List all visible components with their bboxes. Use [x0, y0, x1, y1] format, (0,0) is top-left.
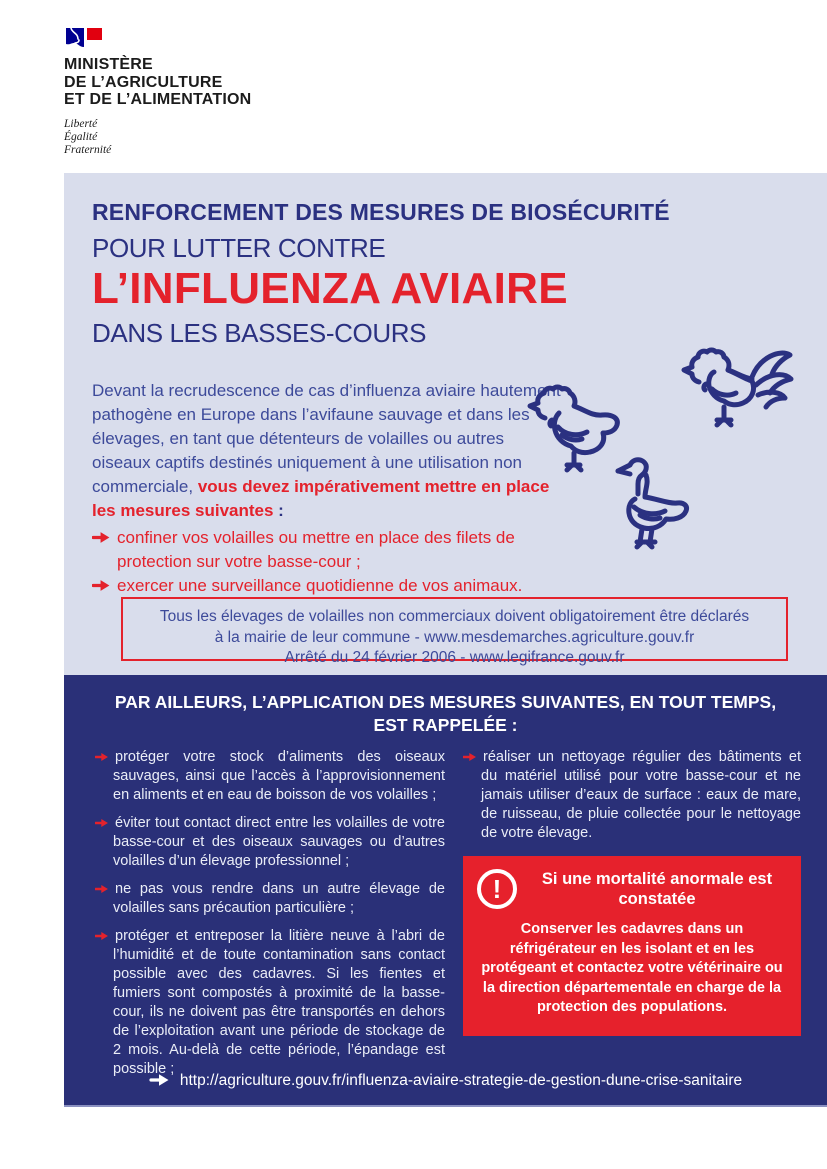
ministry-line: ET DE L’ALIMENTATION — [64, 91, 252, 108]
arrow-right-icon — [95, 818, 109, 828]
declaration-notice — [121, 597, 788, 666]
measures-columns — [95, 748, 801, 1088]
mortality-alert-box — [463, 856, 801, 1036]
french-flag-marianne-icon — [64, 26, 104, 50]
hero-bullet: exercer une surveillance quotidienne de vos animaux. — [92, 574, 566, 598]
intro-emphasis: vous devez impérativement mettre en place les mesures suivantes — [92, 477, 550, 520]
ministry-name — [64, 56, 251, 109]
ministry-line: MINISTÈRE — [64, 56, 153, 73]
alert-body: Conserver les cadavres dans un réfrigérateur en les isolant et en les protégeant et contactez votre vétérinaire ou la direction départementale en charge de la protection des populations. — [481, 921, 783, 1015]
notice-line: Tous les élevages de volailles non commerciaux doivent obligatoirement être déclarés — [159, 608, 750, 625]
goose-icon — [618, 460, 687, 547]
arrow-right-icon — [149, 1073, 171, 1087]
mesdemarches-link[interactable]: www.mesdemarches.agriculture.gouv.fr — [424, 628, 695, 646]
notice-line: à la mairie de leur commune - www.mesdemarches.agriculture.gouv.fr — [214, 628, 695, 646]
measures-column-right — [463, 748, 801, 1088]
title-line-2: POUR LUTTER CONTRE — [92, 233, 386, 263]
footer-link-row — [64, 1072, 827, 1090]
arrow-right-icon — [95, 884, 109, 894]
page-title — [92, 199, 670, 348]
ministry-logo-block — [64, 26, 251, 157]
hen-icon — [530, 387, 617, 470]
measure-bullet: réaliser un nettoyage régulier des bâtiments et du matériel utilisé pour votre basse-cour et ne jamais utiliser d’eaux de surface : eaux de mare, de ruisseau, de pluie collectée pour le nettoyage de votre élevage. — [463, 748, 801, 843]
arrow-right-icon — [95, 931, 109, 941]
arrow-right-icon — [95, 752, 109, 762]
hero-panel — [64, 173, 827, 675]
arrow-right-icon — [463, 752, 477, 762]
measure-bullet: éviter tout contact direct entre les volailles de votre basse-cour et des oiseaux sauvages ou d’autres volailles d’un élevage professionnel ; — [95, 814, 445, 871]
measure-bullet: ne pas vous rendre dans un autre élevage de volailles sans précaution particulière ; — [95, 880, 445, 918]
info-url-link[interactable]: http://agriculture.gouv.fr/influenza-aviaire-strategie-de-gestion-dune-crise-sanitaire — [179, 1072, 743, 1089]
arrow-right-icon — [92, 579, 111, 592]
poultry-illustration — [504, 341, 824, 596]
notice-line: Arrêté du 24 février 2006 - www.legifrance.gouv.fr — [284, 649, 625, 666]
rooster-icon — [684, 350, 791, 425]
republic-motto: Liberté Égalité Fraternité — [64, 117, 112, 156]
measures-heading: PAR AILLEURS, L’APPLICATION DES MESURES SUIVANTES, EN TOUT TEMPS, EST RAPPELÉE : — [114, 692, 777, 735]
hero-bullet: confiner vos volailles ou mettre en place des filets de protection sur votre basse-cour ; — [92, 526, 566, 574]
arrow-right-icon — [92, 531, 111, 544]
title-line-4: DANS LES BASSES-COURS — [92, 318, 427, 348]
intro-text: Devant la recrudescence de cas d’influenza aviaire hautement pathogène en Europe dans l’avifaune sauvage et dans les élevages, en tant que détenteurs de volailles ou autres oiseaux captifs destinés uniquement à une utilisation non commerciale, — [92, 381, 561, 496]
measure-bullet: protéger et entreposer la litière neuve à l’abri de l’humidité et de toute contamination sans contact possible avec des cadavres. Si les fientes et fumiers sont compostés à proximité de la basse-cour, ils ne doivent pas être transportés en dehors de l’exploitation avant une période de stockage de 2 mois. Au-delà de cette période, l’épandage est possible ; — [95, 927, 445, 1079]
title-line-1: RENFORCEMENT DES MESURES DE BIOSÉCURITÉ — [92, 199, 670, 225]
intro-paragraph: Devant la recrudescence de cas d’influenza aviaire hautement pathogène en Europe dans l’avifaune sauvage et dans les élevages, en tant que détenteurs de volailles ou autres oiseaux captifs destinés uniquement à une utilisation non commerciale, vous devez impérativement mettre en place les mesures suivantes : confiner vos volailles ou mettre en place des filets de protection sur votre basse-cour ; exercer une surveillance quotidienne de vos animaux. — [92, 379, 566, 598]
measures-panel — [64, 675, 827, 1107]
measures-column-left — [95, 748, 445, 1088]
title-line-3: L’INFLUENZA AVIAIRE — [92, 264, 568, 313]
measure-bullet: protéger votre stock d’aliments des oiseaux sauvages, ainsi que l’accès à l’approvisionnement en aliments et en eau de boisson de vos volailles ; — [95, 748, 445, 805]
alert-title: Si une mortalité anormale est constatée — [541, 870, 773, 908]
hero-bullet-list — [92, 526, 566, 598]
ministry-line: DE L’AGRICULTURE — [64, 73, 223, 91]
legifrance-link[interactable]: www.legifrance.gouv.fr — [469, 649, 625, 666]
exclamation-icon: ! — [477, 869, 517, 909]
